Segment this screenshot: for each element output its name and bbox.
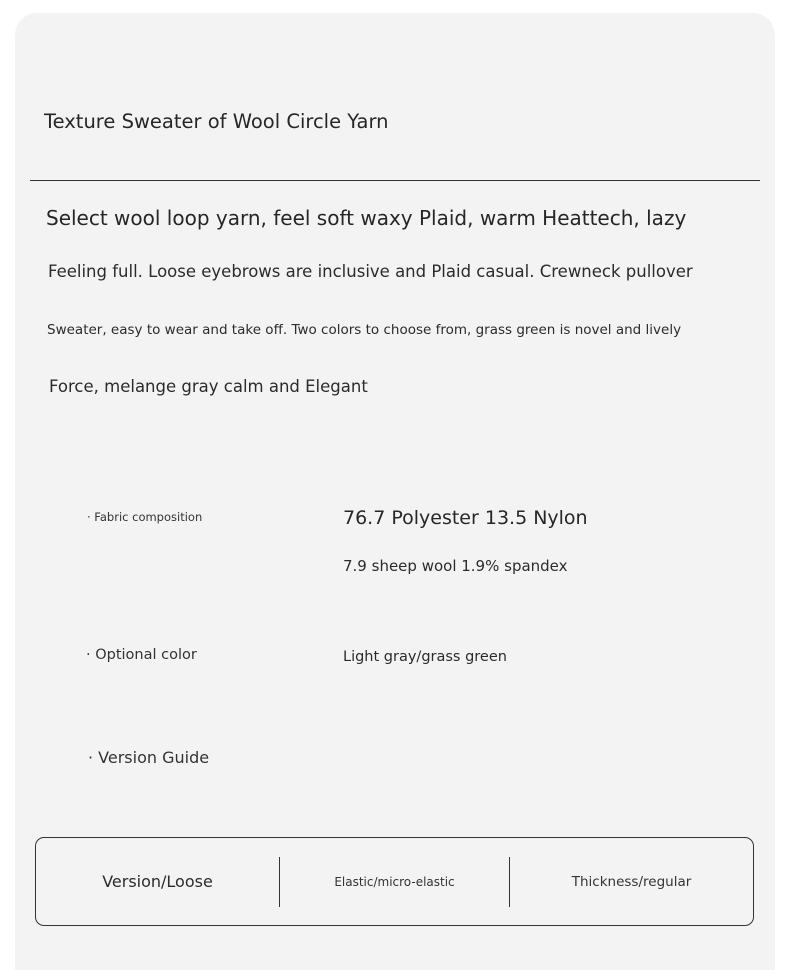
fabric-composition-label: · Fabric composition [87,510,203,524]
version-guide-cell-fit: Version/Loose [102,872,213,891]
fabric-composition-value-2: 7.9 sheep wool 1.9% spandex [343,557,568,575]
title-divider [30,180,760,181]
optional-color-value: Light gray/grass green [343,649,507,665]
version-guide-cell-elasticity: Elastic/micro-elastic [334,874,455,889]
version-guide-cell-thickness: Thickness/regular [571,873,692,890]
product-detail-card [15,13,775,970]
optional-color-label: · Optional color [86,647,197,663]
description-line-1: Select wool loop yarn, feel soft waxy Plaid, warm Heattech, lazy [46,206,687,230]
description-line-2: Feeling full. Loose eyebrows are inclusive and Plaid casual. Crewneck pullover [48,262,693,281]
product-title: Texture Sweater of Wool Circle Yarn [44,110,389,133]
description-line-3: Sweater, easy to wear and take off. Two colors to choose from, grass green is novel and lively [47,322,682,338]
version-guide-label: · Version Guide [88,748,210,767]
version-guide-table [35,837,754,926]
description-line-4: Force, melange gray calm and Elegant [49,377,368,396]
fabric-composition-value-1: 76.7 Polyester 13.5 Nylon [343,507,588,529]
